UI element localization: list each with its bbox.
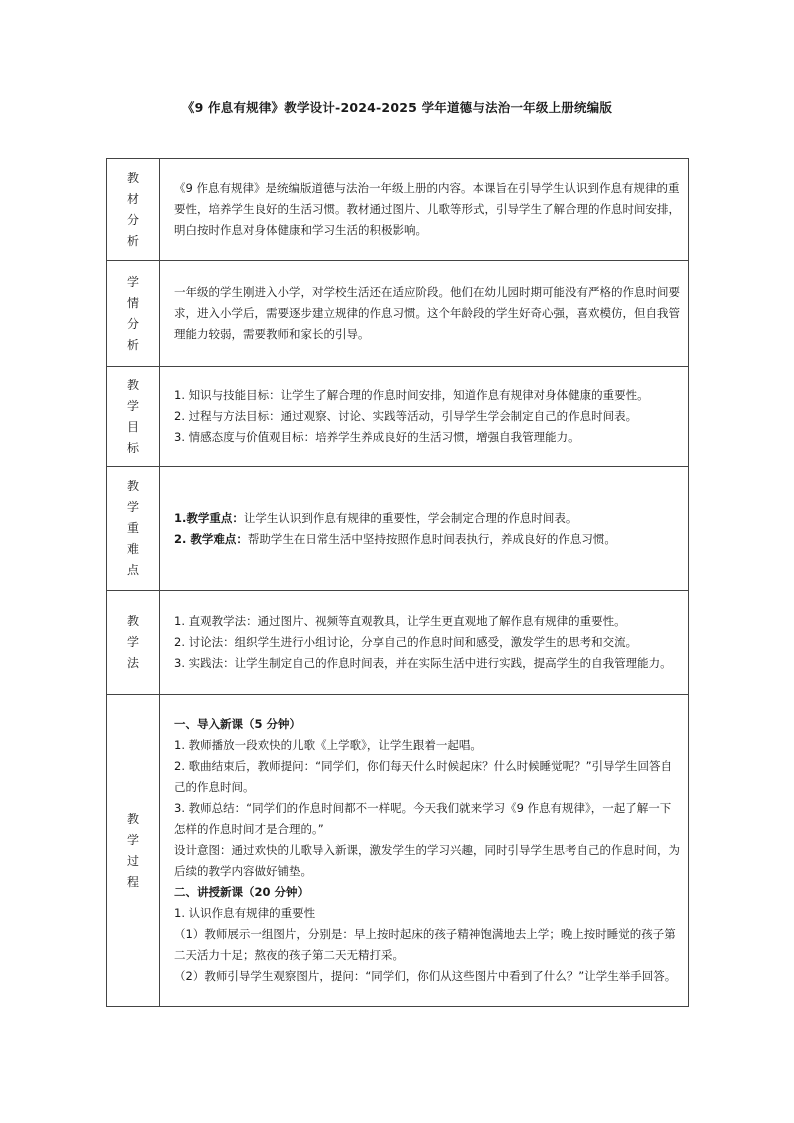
paragraph — [174, 966, 682, 987]
row-label-char: 分 — [126, 212, 139, 227]
row-label — [107, 261, 160, 367]
row-teaching-goals — [107, 367, 689, 467]
row-label-char: 难 — [126, 542, 139, 556]
row-label-char: 教 — [126, 811, 139, 826]
paragraph-text: 2. 过程与方法目标：通过观察、讨论、实践等活动，引导学生学会制定自己的作息时间表。 — [174, 409, 638, 423]
paragraph-text: 2. 讨论法：组织学生进行小组讨论，分享自己的作息时间和感受，激发学生的思考和交流。 — [174, 635, 638, 649]
row-content — [160, 261, 689, 367]
row-label — [107, 159, 160, 261]
paragraph-text: 3. 教师总结：“同学们的作息时间都不一样呢。今天我们就来学习《9 作息有规律》，一起了解一下怎样的作息时间才是合理的。” — [174, 801, 672, 836]
row-label-char: 学 — [126, 398, 139, 413]
paragraph — [174, 427, 682, 448]
paragraph-text: 1. 知识与技能目标：让学生了解合理的作息时间安排，知道作息有规律对身体健康的重要性。 — [174, 388, 649, 402]
row-label — [107, 367, 160, 467]
paragraph — [174, 882, 682, 903]
row-label-char: 学 — [126, 832, 139, 847]
row-label-char: 点 — [126, 563, 139, 577]
row-label-char: 法 — [126, 656, 139, 670]
paragraph — [174, 282, 682, 345]
row-label-char: 学 — [126, 274, 139, 289]
paragraph-text: 3. 情感态度与价值观目标：培养学生养成良好的生活习惯，增强自我管理能力。 — [174, 430, 580, 444]
paragraph — [174, 508, 682, 529]
row-label-char: 学 — [126, 500, 139, 514]
paragraph-text: 帮助学生在日常生活中坚持按照作息时间表执行，养成良好的作息习惯。 — [247, 531, 616, 546]
paragraph-text: 2. 歌曲结束后，教师提问：“同学们，你们每天什么时候起床？什么时候睡觉呢？”引导学生回答自己的作息时间。 — [174, 759, 673, 794]
lesson-plan-table — [106, 158, 689, 1007]
row-label — [107, 467, 160, 591]
paragraph-text: 设计意图：通过欢快的儿歌导入新课，激发学生的学习兴趣，同时引导学生思考自己的作息时间，为后续的教学内容做好铺垫。 — [174, 843, 680, 878]
row-label-char: 过 — [126, 853, 139, 868]
paragraph-text: 《9 作息有规律》是统编版道德与法治一年级上册的内容。本课旨在引导学生认识到作息有规律的重要性，培养学生良好的生活习惯。教材通过图片、儿歌等形式，引导学生了解合理的作息时间安排，明白按时作息对身体健康和学习生活的积极影响。 — [174, 181, 680, 237]
row-label — [107, 591, 160, 695]
paragraph — [174, 735, 682, 756]
document-title: 《9 作息有规律》教学设计-2024-2025 学年道德与法治一年级上册统编版 — [181, 100, 613, 115]
row-teaching-methods — [107, 591, 689, 695]
row-content — [160, 591, 689, 695]
row-textbook-analysis — [107, 159, 689, 261]
row-label — [107, 695, 160, 1007]
row-label-char: 程 — [126, 874, 139, 889]
paragraph-text: 1. 直观教学法：通过图片、视频等直观教具，让学生更直观地了解作息有规律的重要性。 — [174, 614, 626, 628]
paragraph-text: （1）教师展示一组图片，分别是：早上按时起床的孩子精神饱满地去上学；晚上按时睡觉的孩子第二天活力十足；熬夜的孩子第二天无精打采。 — [174, 927, 676, 962]
row-label-char: 标 — [126, 440, 139, 455]
row-content — [160, 159, 689, 261]
paragraph-lead: 1.教学重点： — [174, 510, 244, 525]
row-label-char: 教 — [126, 614, 139, 628]
row-label-char: 析 — [126, 233, 139, 248]
paragraph-text: 3. 实践法：让学生制定自己的作息时间表，并在实际生活中进行实践，提高学生的自我管理能力。 — [174, 656, 672, 670]
row-student-analysis — [107, 261, 689, 367]
paragraph — [174, 385, 682, 406]
paragraph — [174, 632, 682, 653]
paragraph-lead: 2. 教学难点： — [174, 531, 248, 546]
paragraph-text: 一年级的学生刚进入小学，对学校生活还在适应阶段。他们在幼儿园时期可能没有严格的作息时间要求，进入小学后，需要逐步建立规律的作息习惯。这个年龄段的学生好奇心强，喜欢模仿，但自我管理能力较弱，需要教师和家长的引导。 — [174, 285, 680, 341]
paragraph — [174, 714, 682, 735]
row-label-char: 分 — [126, 316, 139, 331]
paragraph — [174, 406, 682, 427]
row-label-char: 析 — [126, 337, 139, 352]
paragraph-text: 二、讲授新课（20 分钟） — [174, 885, 310, 899]
row-label-char: 教 — [126, 377, 139, 392]
row-content — [160, 695, 689, 1007]
paragraph — [174, 924, 682, 966]
row-content — [160, 367, 689, 467]
row-label-char: 教 — [126, 170, 139, 185]
paragraph — [174, 529, 682, 550]
row-label-char: 目 — [126, 419, 139, 434]
row-label-char: 情 — [126, 295, 139, 310]
row-content — [160, 467, 689, 591]
row-label-char: 重 — [126, 521, 139, 535]
paragraph — [174, 611, 682, 632]
paragraph-text: 1. 认识作息有规律的重要性 — [174, 906, 316, 920]
row-teaching-process — [107, 695, 689, 1007]
paragraph — [174, 903, 682, 924]
paragraph — [174, 756, 682, 798]
paragraph — [174, 840, 682, 882]
paragraph-text: （2）教师引导学生观察图片，提问：“同学们，你们从这些图片中看到了什么？”让学生举手回答。 — [174, 969, 677, 983]
row-label-char: 学 — [126, 635, 139, 649]
paragraph — [174, 178, 682, 241]
row-label-char: 教 — [126, 479, 139, 493]
row-label-char: 材 — [126, 191, 139, 206]
paragraph — [174, 798, 682, 840]
paragraph-text: 让学生认识到作息有规律的重要性，学会制定合理的作息时间表。 — [243, 510, 578, 525]
paragraph-text: 一、导入新课（5 分钟） — [174, 717, 302, 731]
paragraph — [174, 653, 682, 674]
paragraph-text: 1. 教师播放一段欢快的儿歌《上学歌》，让学生跟着一起唱。 — [174, 738, 482, 752]
row-key-difficult-points — [107, 467, 689, 591]
